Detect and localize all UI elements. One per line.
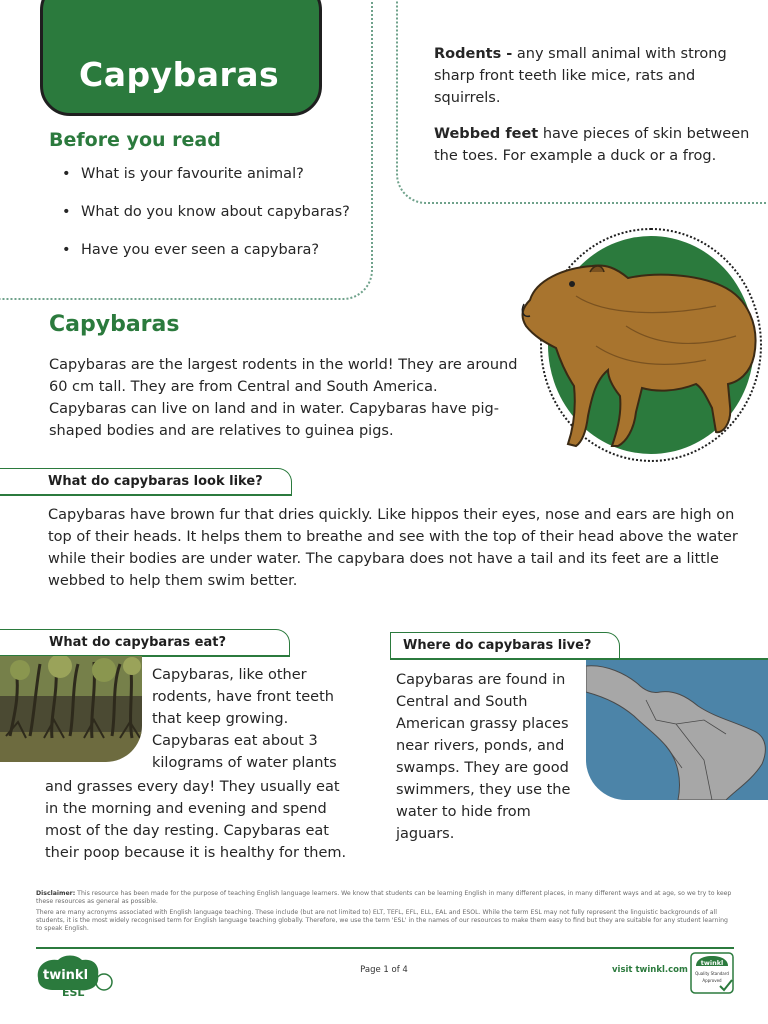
live-tab [390, 632, 620, 660]
twinkl-esl-logo [34, 952, 114, 998]
glossary-definition: any small animal with strong sharp front teeth like mice, rats and squirrels. [434, 46, 727, 106]
title-banner [40, 0, 322, 116]
disclaimer [36, 890, 736, 936]
glossary-webbed-feet [434, 123, 750, 167]
page-number: Page 1 of 4 [360, 965, 408, 975]
disclaimer-label: Disclaimer: [36, 890, 76, 897]
before-you-read-list [62, 160, 362, 274]
visit-link[interactable]: visit twinkl.com [612, 965, 688, 975]
logo-word: twinkl [43, 968, 89, 983]
eat-tab [0, 629, 290, 657]
logo-sub: ESL [62, 986, 85, 998]
live-heading: Where do capybaras live? [403, 638, 592, 653]
question-item: • Have you ever seen a capybara? [62, 236, 362, 264]
intro-paragraph: Capybaras are the largest rodents in the world! They are around 60 cm tall. They are from Central and South America. Capybaras can live on land and in water. Capybaras have pig-shaped bodies and are relatives to guinea pigs. [49, 357, 518, 439]
eat-heading: What do capybaras eat? [49, 635, 226, 650]
eat-paragraph-bottom: and grasses every day! They usually eat in the morning and evening and spend most of the day resting. Capybaras eat their poop because it is healthy for them. [45, 779, 347, 861]
question-item: • What do you know about capybaras? [62, 198, 362, 226]
eat-paragraph-top: Capybaras, like other rodents, have front teeth that keep growing. Capybaras eat about 3 kilograms of water plants [152, 667, 337, 771]
quality-badge [690, 952, 734, 994]
south-america-map [586, 660, 768, 800]
glossary-term: Webbed feet [434, 126, 539, 142]
look-paragraph: Capybaras have brown fur that dries quickly. Like hippos their eyes, nose and ears are high on top of their heads. It helps them to breathe and see with the top of their head above the water while their bodies are under water. The capybara does not have a tail and its feet are a little webbed to help them swim better. [48, 507, 738, 589]
glossary-rodents [434, 43, 750, 109]
disclaimer-line-2: There are many acronyms associated with English language teaching. These include (but are not limited to) ELT, TEFL, EFL, ELL, EAL and ESOL. While the term ESL may not fully represent the linguistic backgrounds of all students, it is the most widely recognised term for English language teaching globally. Therefore, we use the term 'ESL' in the names of our resources to make them easy to find but they are suitable for any student learning to speak English. [36, 909, 728, 932]
page-title: Capybaras [79, 55, 280, 94]
badge-bottom-text: Approved [702, 978, 722, 983]
badge-mid-text: Quality Standard [695, 971, 729, 976]
look-tab [0, 468, 292, 496]
capybara-illustration [516, 256, 762, 454]
live-paragraph: Capybaras are found in Central and South American grassy places near rivers, ponds, and swamps. They are good swimmers, they use the water to hide from jaguars. [396, 672, 571, 842]
mangrove-photo [0, 656, 142, 762]
glossary-term: Rodents - [434, 46, 513, 62]
footer-rule [36, 947, 734, 949]
section-heading: Capybaras [49, 312, 180, 337]
disclaimer-line-1 [36, 890, 736, 906]
before-you-read-heading: Before you read [49, 129, 221, 151]
glossary-definition: have pieces of skin between the toes. For example a duck or a frog. [434, 126, 750, 164]
badge-top-text: twinkl [700, 959, 724, 967]
disclaimer-text: This resource has been made for the purpose of teaching English language learners. We know that students can be learning English in many different places, in many different ways and at age, so we try to keep these resources as general as possible. [36, 890, 732, 905]
look-heading: What do capybaras look like? [48, 474, 263, 489]
question-item: • What is your favourite animal? [62, 160, 362, 188]
